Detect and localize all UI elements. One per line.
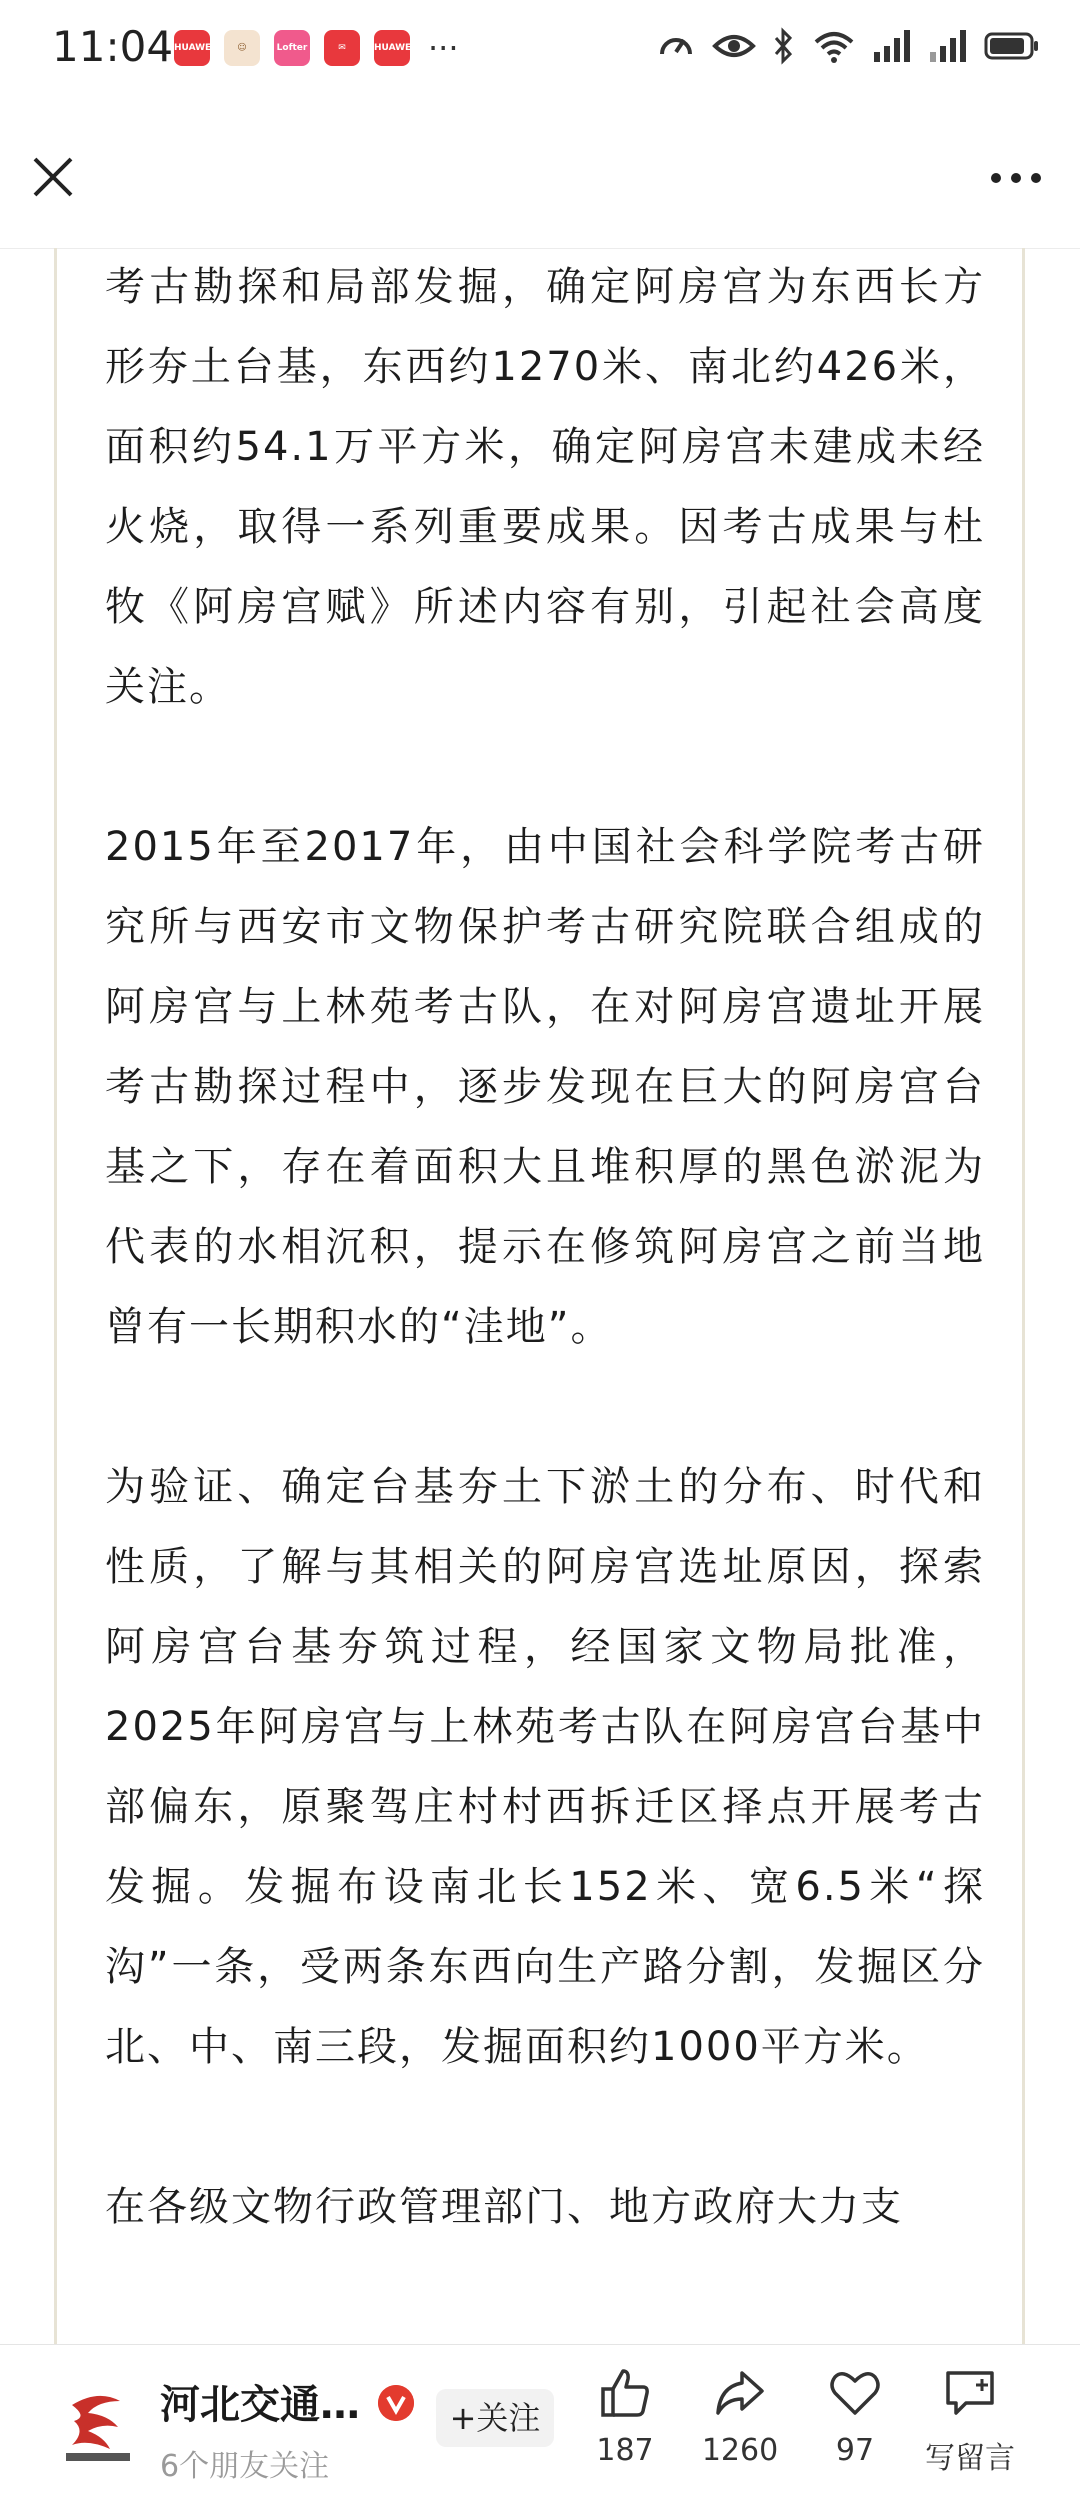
avatar-app-icon: ☺ [224, 30, 260, 66]
notification-icons [174, 30, 459, 66]
speedometer-icon [656, 26, 696, 66]
thumbs-up-icon [597, 2365, 653, 2421]
article-body [105, 248, 985, 2247]
more-options-icon[interactable] [988, 160, 1044, 196]
share-icon [712, 2365, 768, 2421]
heart-icon [827, 2365, 883, 2421]
favorite-count: 97 [835, 2433, 875, 2468]
article-paragraph-3: 为验证、确定台基夯土下淤土的分布、时代和性质，了解与其相关的阿房宫选址原因，探索阿房宫台基夯筑过程，经国家文物局批准，2025年阿房宫与上林苑考古队在阿房宫台基中部偏东，原聚驾庄村村西拆迁区择点开展考古发掘。发掘布设南北长152米、宽6.5米“探沟”一条，受两条东西向生产路分割，发掘区分北、中、南三段，发掘面积约1000平方米。 [105, 1464, 985, 2070]
eye-icon [712, 26, 756, 66]
bottom-action-bar [0, 2344, 1080, 2505]
battery-icon [984, 26, 1040, 66]
like-button[interactable] [570, 2365, 680, 2468]
followers-count-text: 6个朋友关注 [160, 2449, 330, 2484]
system-icons [656, 26, 1040, 66]
right-border-line [1022, 248, 1025, 2344]
article-content [0, 248, 1080, 2344]
favorite-button[interactable] [800, 2365, 910, 2468]
signal-icon [872, 26, 912, 66]
article-paragraph-4: 在各级文物行政管理部门、地方政府大力支 [105, 2184, 903, 2230]
comment-icon [942, 2365, 998, 2421]
more-notifications-icon: ··· [428, 29, 459, 67]
left-border-line [54, 248, 57, 2344]
like-count: 187 [596, 2433, 654, 2468]
lofter-app-icon: Lofter [274, 30, 310, 66]
author-logo[interactable] [58, 2387, 138, 2469]
huawei-app-icon-2: HUAWEI [374, 30, 410, 66]
signal-icon-2 [928, 26, 968, 66]
status-time: 11:04 [52, 22, 174, 71]
top-nav-bar [0, 100, 1080, 249]
verified-badge-icon [378, 2385, 414, 2421]
comment-label: 写留言 [925, 2441, 1015, 2476]
follow-button[interactable]: +关注 [436, 2389, 554, 2447]
share-count: 1260 [701, 2433, 779, 2468]
status-bar [0, 0, 1080, 100]
comment-button[interactable] [915, 2365, 1025, 2477]
wifi-icon [812, 26, 856, 66]
share-button[interactable] [685, 2365, 795, 2468]
article-paragraph-1: 考古勘探和局部发掘，确定阿房宫为东西长方形夯土台基，东西约1270米、南北约426米，面积约54.1万平方米，确定阿房宫未建成未经火烧，取得一系列重要成果。因考古成果与杜牧《阿房宫赋》所述内容有别，引起社会高度关注。 [105, 264, 985, 710]
mail-app-icon: ✉ [324, 30, 360, 66]
huawei-app-icon: HUAWEI [174, 30, 210, 66]
close-icon[interactable] [30, 154, 76, 200]
bluetooth-icon [772, 26, 796, 66]
article-paragraph-2: 2015年至2017年，由中国社会科学院考古研究所与西安市文物保护考古研究院联合组成的阿房宫与上林苑考古队，在对阿房宫遗址开展考古勘探过程中，逐步发现在巨大的阿房宫台基之下，存在着面积大且堆积厚的黑色淤泥为代表的水相沉积，提示在修筑阿房宫之前当地曾有一长期积水的“洼地”。 [105, 824, 985, 1350]
author-name[interactable]: 河北交通… [160, 2382, 360, 2428]
